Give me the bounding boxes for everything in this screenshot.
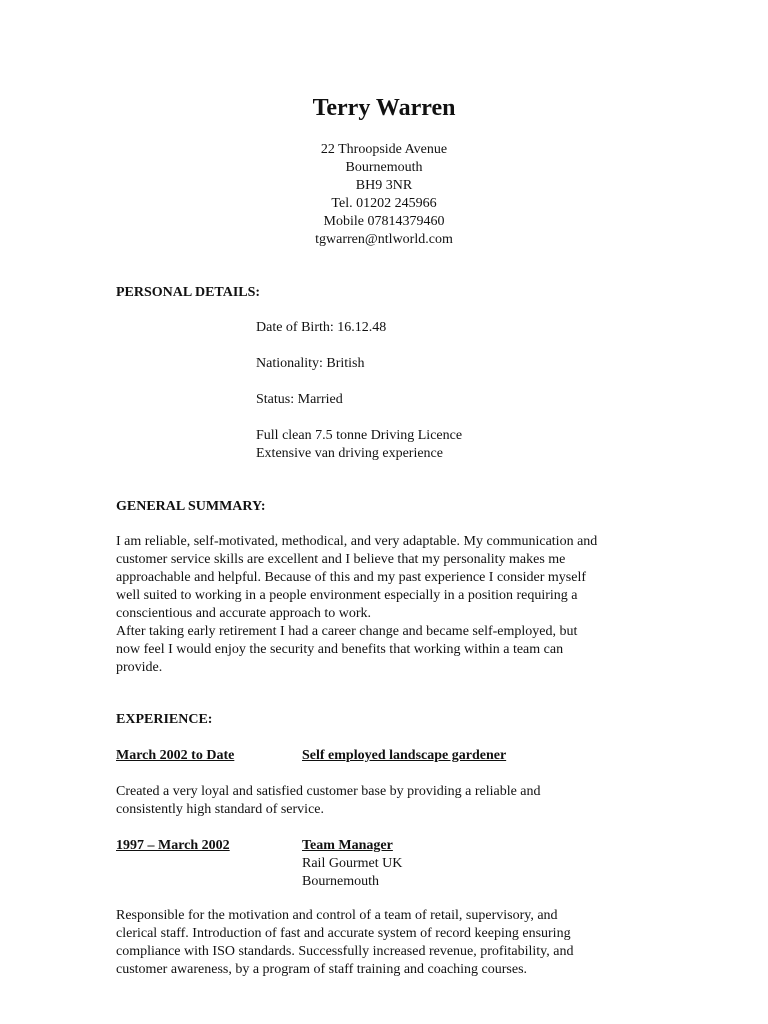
job-description-line: Responsible for the motivation and control of a team of retail, supervisory, and bbox=[116, 908, 558, 923]
address-postcode: BH9 3NR bbox=[355, 178, 413, 193]
summary-line: well suited to working in a people environment especially in a position requiring a bbox=[116, 588, 578, 603]
job-description-line: consistently high standard of service. bbox=[116, 802, 325, 817]
candidate-name: Terry Warren bbox=[312, 95, 456, 121]
job-title: Self employed landscape gardener bbox=[302, 748, 507, 763]
summary-line: conscientious and accurate approach to work. bbox=[116, 606, 372, 621]
personal-details-heading: PERSONAL DETAILS: bbox=[116, 285, 261, 300]
job-description-line: Created a very loyal and satisfied customer base by providing a reliable and bbox=[116, 784, 541, 799]
job-description-line: customer awareness, by a program of staff training and coaching courses. bbox=[116, 962, 528, 977]
nationality: Nationality: British bbox=[256, 356, 365, 371]
summary-line: now feel I would enjoy the security and benefits that working within a team can bbox=[116, 642, 564, 657]
address-city: Bournemouth bbox=[345, 160, 423, 175]
summary-line: provide. bbox=[116, 660, 163, 675]
contact-block bbox=[0, 141, 768, 249]
general-summary-heading: GENERAL SUMMARY: bbox=[116, 499, 266, 514]
summary-line: approachable and helpful. Because of this and my past experience I consider myself bbox=[116, 570, 586, 585]
job-description bbox=[116, 907, 656, 979]
job-location: Bournemouth bbox=[302, 874, 379, 889]
mobile: Mobile 07814379460 bbox=[323, 214, 445, 229]
job-description-line: compliance with ISO standards. Successfully increased revenue, profitability, and bbox=[116, 944, 574, 959]
job-dates: March 2002 to Date bbox=[116, 748, 235, 763]
summary-line: After taking early retirement I had a career change and became self-employed, but bbox=[116, 624, 578, 639]
job-employer: Rail Gourmet UK bbox=[302, 856, 403, 871]
driving-licence: Full clean 7.5 tonne Driving Licence bbox=[256, 428, 463, 443]
address-line: 22 Throopside Avenue bbox=[320, 142, 448, 157]
summary-line: I am reliable, self-motivated, methodical, and very adaptable. My communication and bbox=[116, 534, 598, 549]
email: tgwarren@ntlworld.com bbox=[315, 232, 453, 247]
job-description-line: clerical staff. Introduction of fast and accurate system of record keeping ensuring bbox=[116, 926, 571, 941]
telephone: Tel. 01202 245966 bbox=[331, 196, 437, 211]
date-of-birth: Date of Birth: 16.12.48 bbox=[256, 320, 387, 335]
job-dates: 1997 – March 2002 bbox=[116, 838, 230, 853]
marital-status: Status: Married bbox=[256, 392, 343, 407]
summary-paragraph bbox=[116, 533, 656, 677]
experience-heading: EXPERIENCE: bbox=[116, 712, 213, 727]
van-experience: Extensive van driving experience bbox=[256, 446, 443, 461]
job-description bbox=[116, 783, 656, 819]
summary-line: customer service skills are excellent and I believe that my personality makes me bbox=[116, 552, 566, 567]
job-title: Team Manager bbox=[302, 838, 393, 853]
